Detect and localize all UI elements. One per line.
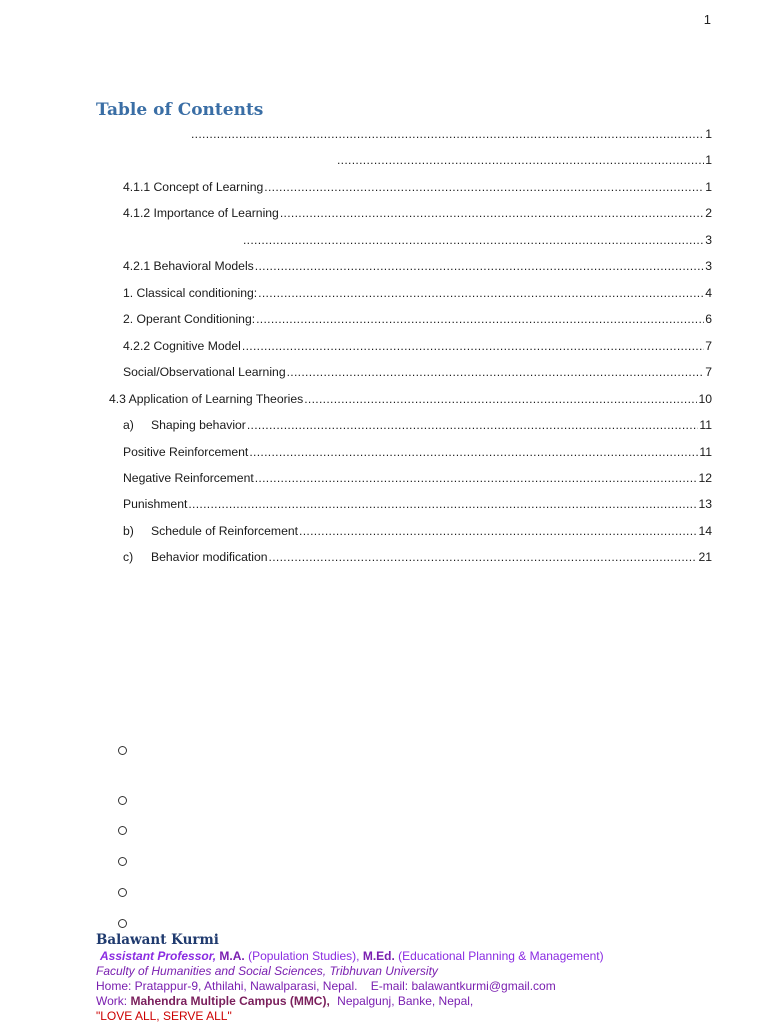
bullet-marker (118, 746, 127, 755)
author-title: Assistant Professor, (100, 949, 217, 963)
toc-entry-13[interactable] (123, 444, 712, 460)
author-name: Balawant Kurmi (96, 932, 219, 948)
toc-entry-3[interactable] (123, 179, 712, 195)
toc-entry-2[interactable] (336, 152, 712, 168)
toc-entry-page: 2 (705, 206, 712, 220)
toc-entry-8[interactable] (123, 311, 712, 327)
degree-med-field: (Educational Planning & Management) (398, 949, 604, 963)
toc-entry-label: 4.3 Application of Learning Theories (109, 392, 304, 406)
bullet-marker (118, 857, 127, 866)
toc-entry-page: 1 (705, 180, 712, 194)
bullet-marker (118, 888, 127, 897)
toc-entry-15[interactable] (123, 496, 712, 512)
bullet-marker (118, 826, 127, 835)
degree-ma-field: (Population Studies), (248, 949, 360, 963)
work-place: Mahendra Multiple Campus (MMC), (130, 994, 330, 1008)
toc-entry-page: 10 (698, 392, 712, 406)
toc-entry-page: 13 (698, 497, 712, 511)
toc-entry-page: 6 (705, 312, 712, 326)
toc-entry-page: 3 (705, 259, 712, 273)
toc-entry-page: 1 (705, 153, 712, 167)
toc-entry-label: 1. Classical conditioning: (123, 286, 258, 300)
toc-entry-page: 1 (705, 127, 712, 141)
toc-entry-16[interactable] (123, 523, 712, 539)
toc-entry-marker: a) (123, 418, 134, 432)
author-faculty: Faculty of Humanities and Social Sciences, Tribhuvan University (96, 964, 438, 978)
toc-entry-page: 21 (698, 550, 712, 564)
toc-entry-page: 7 (705, 339, 712, 353)
toc-entry-marker: c) (123, 550, 134, 564)
toc-entry-page: 12 (698, 471, 712, 485)
toc-entry-label: 4.2.2 Cognitive Model (123, 339, 241, 353)
toc-entry-12[interactable] (123, 417, 712, 433)
bullet-marker (118, 796, 127, 805)
toc-entry-page: 11 (699, 418, 712, 432)
toc-entry-9[interactable] (123, 338, 712, 354)
bullet-marker (118, 919, 127, 928)
author-signature (96, 931, 736, 1024)
toc-heading: Table of Contents (96, 100, 264, 120)
toc-entry-label: Punishment (123, 497, 188, 511)
toc-entry-label: Negative Reinforcement (123, 471, 254, 485)
toc-entry-7[interactable] (123, 285, 712, 301)
toc-entry-page: 11 (699, 445, 712, 459)
toc-entry-label: Positive Reinforcement (123, 445, 249, 459)
toc-entry-page: 7 (705, 365, 712, 379)
toc-entry-page: 4 (705, 286, 712, 300)
toc-entry-page: 3 (705, 233, 712, 247)
work-address: Nepalgunj, Banke, Nepal, (337, 994, 474, 1008)
toc-entry-6[interactable] (123, 258, 712, 274)
toc-entry-label: Behavior modification (151, 550, 268, 564)
toc-entry-14[interactable] (123, 470, 712, 486)
author-credentials (96, 949, 736, 964)
author-motto: "LOVE ALL, SERVE ALL" (96, 1009, 232, 1023)
degree-med: M.Ed. (362, 949, 395, 963)
toc-entry-1[interactable] (190, 126, 712, 142)
degree-ma: M.A. (219, 949, 245, 963)
toc-entry-label: Schedule of Reinforcement (151, 524, 299, 538)
toc-entry-label: 4.2.1 Behavioral Models (123, 259, 254, 273)
toc-entry-5[interactable] (242, 232, 712, 248)
toc-entry-4[interactable] (123, 205, 712, 221)
toc-entry-page: 14 (698, 524, 712, 538)
toc-entry-marker: b) (123, 524, 134, 538)
toc-entry-label: 2. Operant Conditioning: (123, 312, 256, 326)
toc-entry-11[interactable] (109, 391, 712, 407)
author-home-contact: Home: Pratappur-9, Athilahi, Nawalparasi, Nepal. E-mail: balawantkurmi@gmail.com (96, 979, 556, 993)
page-number: 1 (703, 12, 711, 27)
toc-entry-10[interactable] (123, 364, 712, 380)
toc-entry-label: 4.1.1 Concept of Learning (123, 180, 264, 194)
work-label: Work: (96, 994, 128, 1008)
toc-entry-17[interactable] (123, 549, 712, 565)
author-work (96, 994, 736, 1009)
toc-entry-label: Social/Observational Learning (123, 365, 286, 379)
toc-entry-label: 4.1.2 Importance of Learning (123, 206, 279, 220)
toc-entry-label: Shaping behavior (151, 418, 246, 432)
